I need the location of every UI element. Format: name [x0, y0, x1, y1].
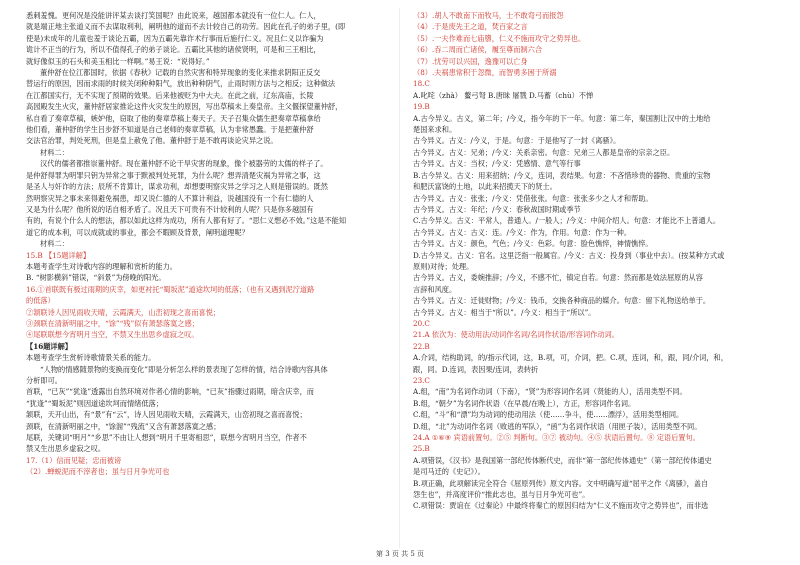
text-line: 是圣人与奸诈的方法；辰所不肯算计，谋求功利，却想要明察灾异之学习之人则是错误的。既然	[26, 182, 328, 192]
text-line: 古今异义。古义：/今义，于是。句意：于是他写了一封《离骚》。	[413, 136, 621, 146]
text-line: C.古今异义。古义：平常人，普通人。/一般人；/今义：中间介绍人。句意：才能比不上普通人。	[413, 216, 721, 226]
text-line: （3）.胡人不敢南下而牧马，士不敢弯弓而报怨	[413, 11, 564, 20]
text-line: A.古今异义。古义，第二年；/今义，指今年的下一年。句意：第二年，秦国割让汉中的土地给	[413, 113, 711, 123]
text-line: 颈联，在清新明丽之中，“馀溜”“残流”又含有萧瑟落寞之感；	[26, 421, 221, 431]
text-line: 19.B	[413, 102, 430, 112]
text-line: 古今异义。古义：当权；/今义：凭感情、意气等行事	[413, 159, 581, 169]
text-line: 21.A 依次为：使动用法/动词作名词/名词作状语/形容词作动词。	[413, 330, 619, 340]
text-line: A.叱咤（zhà） 鳌弓弩 B.唐昧 屠戮 D.马蓄（chù）不惮	[413, 90, 594, 100]
text-line: 原则)对待；处理。	[413, 261, 474, 271]
text-line: B.古今异义。古义：用来招纳；/今义，连词，表结果。句意：不吝惜珍贵的器物、贵重的宝物	[413, 170, 711, 180]
text-line: 汉代的儒者都推崇董仲舒。现在董仲舒不论干旱灾害的现象，像个被器劳的太儒的样子了。	[40, 159, 328, 169]
text-line: 古今异义。古义：颜色，气色；/今义：色彩。句意：脸色憔悴，神情憔悴。	[413, 239, 653, 249]
text-line: A.介词，结构助词，的/指示代词，这，B.项，可，介词，把。C.项，连词，和，跟，同/介词，和，	[413, 353, 728, 363]
text-line: 古今异义。古义：兄弟；/今义：关系亲密。句意：兄弟三人都是皇帝的宗亲之臣。	[413, 147, 675, 157]
text-line: 24.A ①⑥⑨ 宾语前置句。②⑤ 判断句。③⑦ 被动句。④⑤ 状语后置句。⑧ 定语后置句。	[413, 433, 700, 443]
text-line: 20.C	[413, 318, 430, 328]
text-line: （8）.夫祸患常积于忽微，而智勇多困于所溺	[413, 68, 557, 78]
text-line: “犹逢”“蜀坂泥”则因道途坎坷而情绪低落；	[26, 398, 163, 408]
text-line: 有的，有说个什么人的想法，都以如此这样为成功，所有人都有好了。“思仁义想必不效。”这是不能知	[26, 216, 347, 226]
text-line: D.古今异义。古义：官名。这里泛指一般属官。/今义：古义：投身到（事业中去）。(按某种方式或	[413, 250, 725, 260]
text-line: 分析即可。	[26, 376, 62, 385]
text-line: 25.B	[413, 444, 430, 454]
text-line: D.组，“北”为动词作名词（败逃的军队），“函”为名词作状语（用匣子装），活用类型不同。	[413, 421, 702, 431]
text-line: 材料二：	[40, 239, 69, 249]
text-line: 禁又生出思乡虚寂之叹。	[26, 444, 106, 454]
text-line: 尾联，关键词“明月”“乡思”不由让人想到“明月千里寄相思”，联想今宵明月当空，作者不	[26, 433, 307, 443]
text-line: 他们看，董仲舒的学生吕步舒不知道是自己老师的奏章草稿，认为非常愚蠢。于是把董仲舒	[26, 125, 314, 135]
text-line: （2）.蝉蜕泥而不滓者也；虽与日月争光可也	[26, 467, 170, 477]
page-footer: 第 3 页 共 5 页	[375, 550, 425, 558]
text-line: B. “树影横斜”错误，“斜景”为傍晚的阳光。	[26, 273, 166, 283]
text-line: 就是端正地主张道义而不去谋取利利，阐明他的道而不去计较自己的功劳。因此在孔子的弟子里，(即	[26, 22, 346, 32]
text-line: 17.（1）信而见疑；忠而被谤	[26, 455, 122, 465]
text-line: 古今异义。古义，委婉推辞；/今义，不感不忙，镇定自若。句意：然而都是效法屈原的从容	[413, 273, 703, 283]
text-line: 言辞和风度。	[413, 284, 457, 294]
text-line: 22.B	[413, 341, 430, 351]
text-line: B.组，“朝夕”为名词作状语（在早晨/在晚上），方正，形容词作名词。	[413, 398, 636, 408]
text-line: 使是)未成年的儿童也羞于谈论五霸，因为五霸先靠诈术行事而后施行仁义。况且仁义以诈骗为	[26, 33, 324, 43]
text-line: 材料二：	[40, 147, 69, 157]
text-line: （6）.吞二周而亡诸侯，履至尊而制六合	[413, 45, 543, 55]
text-line: 本题考查学生赏析诗歌情景关系的能力。	[26, 353, 156, 363]
text-line: 古今异义。古义：迁徙财物；/今义：钱币，交换各种商品的媒介。句意：留下礼物送给单于。	[413, 296, 711, 306]
text-line: 23.C	[413, 376, 430, 385]
text-line: （4）.于是废先王之道，焚百家之言	[413, 22, 528, 32]
text-line: 古今异义。古义：年纪；/今义：春秋战国时期或季节	[413, 204, 581, 214]
right-column	[413, 10, 775, 512]
text-line: “人物的情感随景物的变换而变化”即是分析怎么样的景表现了怎样的情，结合诗歌内容具体	[40, 364, 328, 374]
text-line: 楚国来求和。	[413, 125, 457, 135]
text-line: 是司马迁的《史记》）。	[413, 467, 485, 477]
text-line: 交法官治罪，判处死刑，但是皇上赦免了他。董仲舒于是不敢再谈论灾异之说。	[26, 136, 278, 146]
text-line: 悉刺羞愧。更何况是没能讲评某去谈打笑国呢？由此说来，越国都本就没有一位仁人。仁人，	[26, 11, 321, 20]
text-line: 首联，“已灰”“犹逢”透露出自然环境对作者心情的影响，“已灰”指骤过雨期，暗含庆幸，而	[26, 387, 314, 397]
text-line: 是仲舒得罪为明罪只钥为异常之事于默被判处死罪，为什么呢？想弄清楚灾祸为异常之事，这	[26, 170, 321, 180]
text-line: 【16题详解】	[26, 341, 72, 351]
text-line: 高园殿发生火灾，董仲舒居家推论这件火灾发生的原因，写出草稿未上奏皇帝。主父偃探望董仲舒，	[26, 102, 343, 112]
text-line: A.组，“南”为名词作动词（下南），“贤”为形容词作名词（贤能的人），活用类型不同。	[413, 387, 687, 397]
text-line: 然明察灾异之事未来得避免祸患，却又说仁德的人不算计利益，说越国没有一个有仁德的人	[26, 193, 314, 203]
text-line: 16.①首联既有极过雨期的庆幸，如更衬托“蜀坂泥”道途坎坷的低落；（也有又遇到泥泞道路	[26, 284, 315, 294]
text-line: 古今异义。古义：相当于“所以”。/今义：相当于“所以”。	[413, 307, 596, 317]
column-divider	[399, 8, 400, 548]
text-line: （5）.一夫作难而七庙隳，仁义不施而攻守之势异也。	[413, 33, 586, 43]
text-line: 在江都国实行，无不实现了预期的效果。后来他被贬为中大夫。在此之前，辽东高庙，长陵	[26, 90, 314, 100]
text-line: 15.B 【15题详解】	[26, 250, 91, 260]
text-line: （7）.忧劳可以兴国，逸豫可以亡身	[413, 56, 528, 66]
text-line: 私自看了奏章草稿，嫉妒他，窃取了他的奏章草稿上奏天子。天子召集众儒生把奏章草稿拿给	[26, 113, 321, 123]
left-column	[26, 10, 386, 478]
text-line: 的低落）	[26, 296, 55, 306]
text-line: 本题考查学生对诗歌内容的理解和赏析的能力。	[26, 261, 177, 271]
text-line: 诡计不正当的行为，所以不值得孔子的弟子谈论。五霸比其他的诸侯贤明，可是和三王相比，	[26, 45, 321, 55]
text-line: 和肥沃富饶的土地，以此来招揽天下的贤士。	[413, 182, 557, 192]
text-line: 又是为什么呢？他所说的话自相矛盾了。况且天下可贵有不计较利的人呢？只是你多越国有	[26, 204, 314, 214]
text-line: 替运行的原因，因而求雨的时候关闭种种阳气，放出种种阴气，止雨时则方法与之相反；这种做法	[26, 79, 336, 89]
text-line: B.项正确，此项解读完全符合《屈原列传》原文内容。文中明确写道“屈平之作《离骚》，盖自	[413, 478, 709, 488]
text-line: 就好像似玉的石头和美玉相比一样啊。”易王说：“说得好。”	[26, 56, 210, 66]
text-line: 怨生也”，并高度评价“推此志也，虽与日月争光可也”。	[413, 490, 590, 500]
text-line: 董仲舒在位江都国时，依据《春秋》记载的自然灾害和特异现象的变化来推求阴阳正反交	[40, 68, 321, 78]
text-line: C.项错误：贾谊在《过秦论》中最终将秦亡的原因归结为“仁义不施而攻守之势异也”，而非选	[413, 501, 709, 511]
text-line: 颔联，天开山出，有“景”有“云”，诗人因见雨收天晴，云霞满天，山峦初现之喜而喜悦；	[26, 410, 307, 420]
text-line: 跟，同。D.连词，表因果/连词，表转折	[413, 364, 539, 374]
text-line: 18.C	[413, 79, 430, 89]
text-line: 道它的成本利，可以成就或的事业，都会不暇顾及背景，阐明道理呢？	[26, 227, 249, 237]
text-line: 古今异义。古义：古义：连。/今义：作为，作用。句意：作为一种。	[413, 227, 632, 237]
text-line: 古今异义。古义：张张；/今义：凭借张张。句意：张张多少之人才和帮助。	[413, 193, 653, 203]
text-line: C.组，“斗”和“漂”均为动词的使动用法（使……争斗，使……漂浮），活用类型相同。	[413, 410, 684, 420]
text-line: ②颔联诗人因见雨收天晴，云霞满天，山峦初现之喜而喜悦；	[26, 307, 221, 317]
text-line: A.项错误，《汉书》是我国第一部纪传体断代史，而非“第一部纪传体通史”（第一部纪传体通史	[413, 455, 712, 465]
text-line: ③颈联在清新明丽之中，“馀”“残”似有萧瑟落寞之感；	[26, 318, 199, 328]
text-line: ④尾联联想今宵明月当空，不禁又生出思乡虚寂之叹。	[26, 330, 199, 340]
